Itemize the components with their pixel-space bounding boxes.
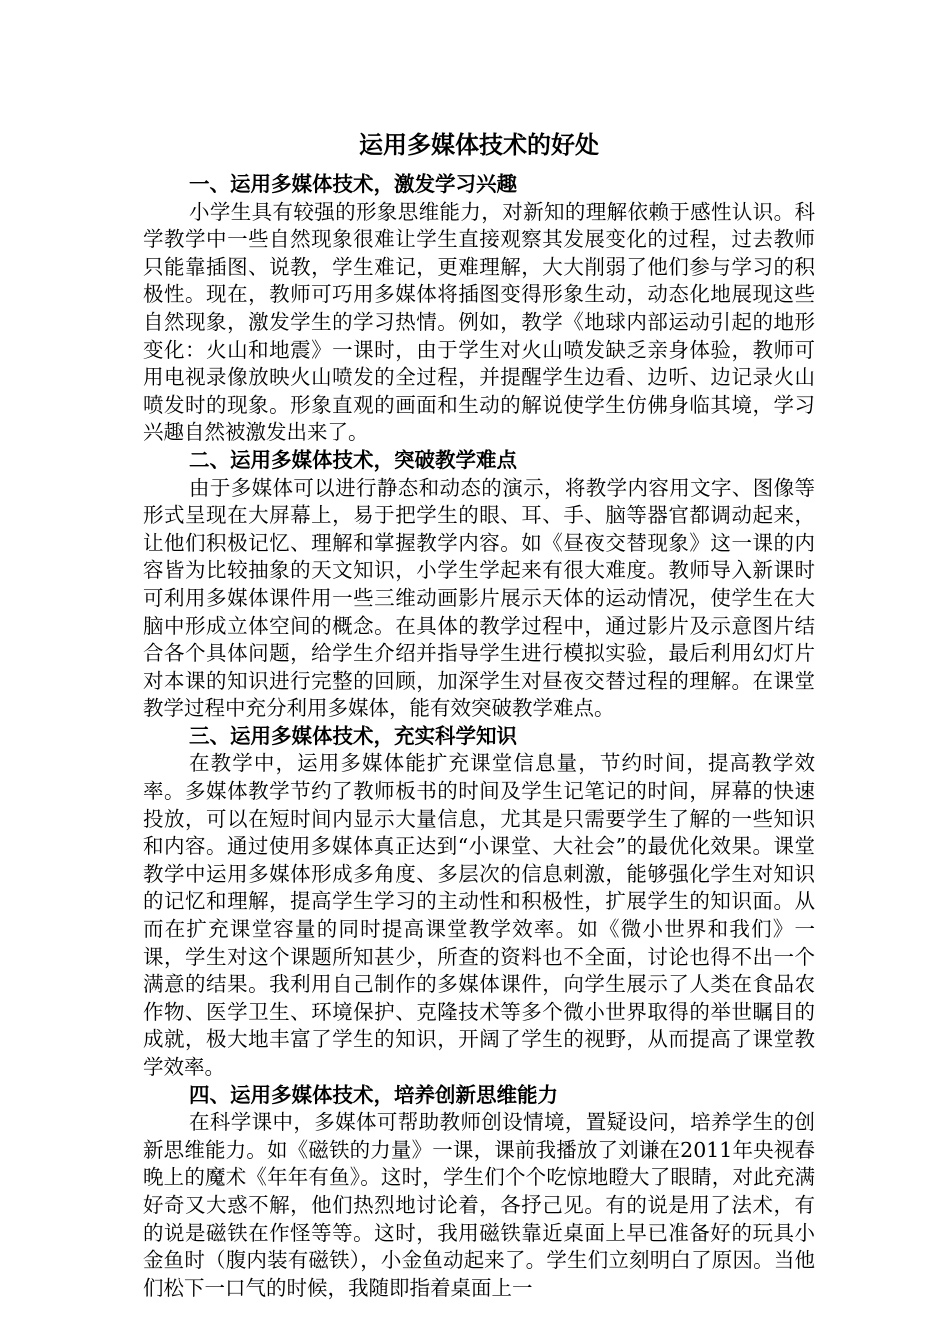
document-body <box>143 128 815 1302</box>
section-heading: 二、运用多媒体技术，突破教学难点 <box>189 447 517 472</box>
section-3 <box>143 723 815 1082</box>
section-4 <box>143 1082 815 1303</box>
section-paragraph: 小学生具有较强的形象思维能力，对新知的理解依赖于感性认识。科学教学中一些自然现象很难让学生直接观察其发展变化的过程，过去教师只能靠插图、说教，学生难记，更难理解，大大削弱了他们参与学习的积极性。现在，教师可巧用多媒体将插图变得形象生动，动态化地展现这些自然现象，激发学生的学习热情。例如，教学《地球内部运动引起的地形变化：火山和地震》一课时，由于学生对火山喷发缺乏亲身体验，教师可用电视录像放映火山喷发的全过程，并提醒学生边看、边听、边记录火山喷发时的现象。形象直观的画面和生动的解说使学生仿佛身临其境，学习兴趣自然被激发出来了。 <box>143 199 815 445</box>
section-1 <box>143 171 815 447</box>
section-paragraph: 由于多媒体可以进行静态和动态的演示，将教学内容用文字、图像等形式呈现在大屏幕上，易于把学生的眼、耳、手、脑等器官都调动起来，让他们积极记忆、理解和掌握教学内容。如《昼夜交替现象》这一课的内容皆为比较抽象的天文知识，小学生学起来有很大难度。教师导入新课时可利用多媒体课件用一些三维动画影片展示天体的运动情况，使学生在大脑中形成立体空间的概念。在具体的教学过程中，通过影片及示意图片结合各个具体问题，给学生介绍并指导学生进行模拟实验，最后利用幻灯片对本课的知识进行完整的回顾，加深学生对昼夜交替过程的理解。在课堂教学过程中充分利用多媒体，能有效突破教学难点。 <box>143 475 815 721</box>
section-heading: 一、运用多媒体技术，激发学习兴趣 <box>189 172 517 196</box>
section-heading: 四、运用多媒体技术，培养创新思维能力 <box>189 1082 558 1107</box>
section-2 <box>143 447 815 723</box>
section-paragraph: 在科学课中，多媒体可帮助教师创设情境，置疑设问，培养学生的创新思维能力。如《磁铁的力量》一课，课前我播放了刘谦在2011年央视春晚上的魔术《年年有鱼》。这时，学生们个个吃惊地瞪大了眼睛，对此充满好奇又大惑不解，他们热烈地讨论着，各抒己见。有的说是用了法术，有的说是磁铁在作怪等等。这时，我用磁铁靠近桌面上早已准备好的玩具小金鱼时（腹内装有磁铁），小金鱼动起来了。学生们立刻明白了原因。当他们松下一口气的时候，我随即指着桌面上一 <box>143 1110 815 1300</box>
section-paragraph: 在教学中，运用多媒体能扩充课堂信息量，节约时间，提高教学效率。多媒体教学节约了教师板书的时间及学生记笔记的时间，屏幕的快速投放，可以在短时间内显示大量信息，尤其是只需要学生了解的一些知识和内容。通过使用多媒体真正达到“小课堂、大社会”的最优化效果。课堂教学中运用多媒体形成多角度、多层次的信息刺激，能够强化学生对知识的记忆和理解，提高学生学习的主动性和积极性，扩展学生的知识面。从而在扩充课堂容量的同时提高课堂教学效率。如《微小世界和我们》一课，学生对这个课题所知甚少，所查的资料也不全面，讨论也得不出一个满意的结果。我利用自己制作的多媒体课件，向学生展示了人类在食品农作物、医学卫生、环境保护、克隆技术等多个微小世界取得的举世瞩目的成就，极大地丰富了学生的知识，开阔了学生的视野，从而提高了课堂教学效率。 <box>143 751 815 1079</box>
section-heading: 三、运用多媒体技术，充实科学知识 <box>189 723 517 748</box>
document-title: 运用多媒体技术的好处 <box>359 130 599 159</box>
